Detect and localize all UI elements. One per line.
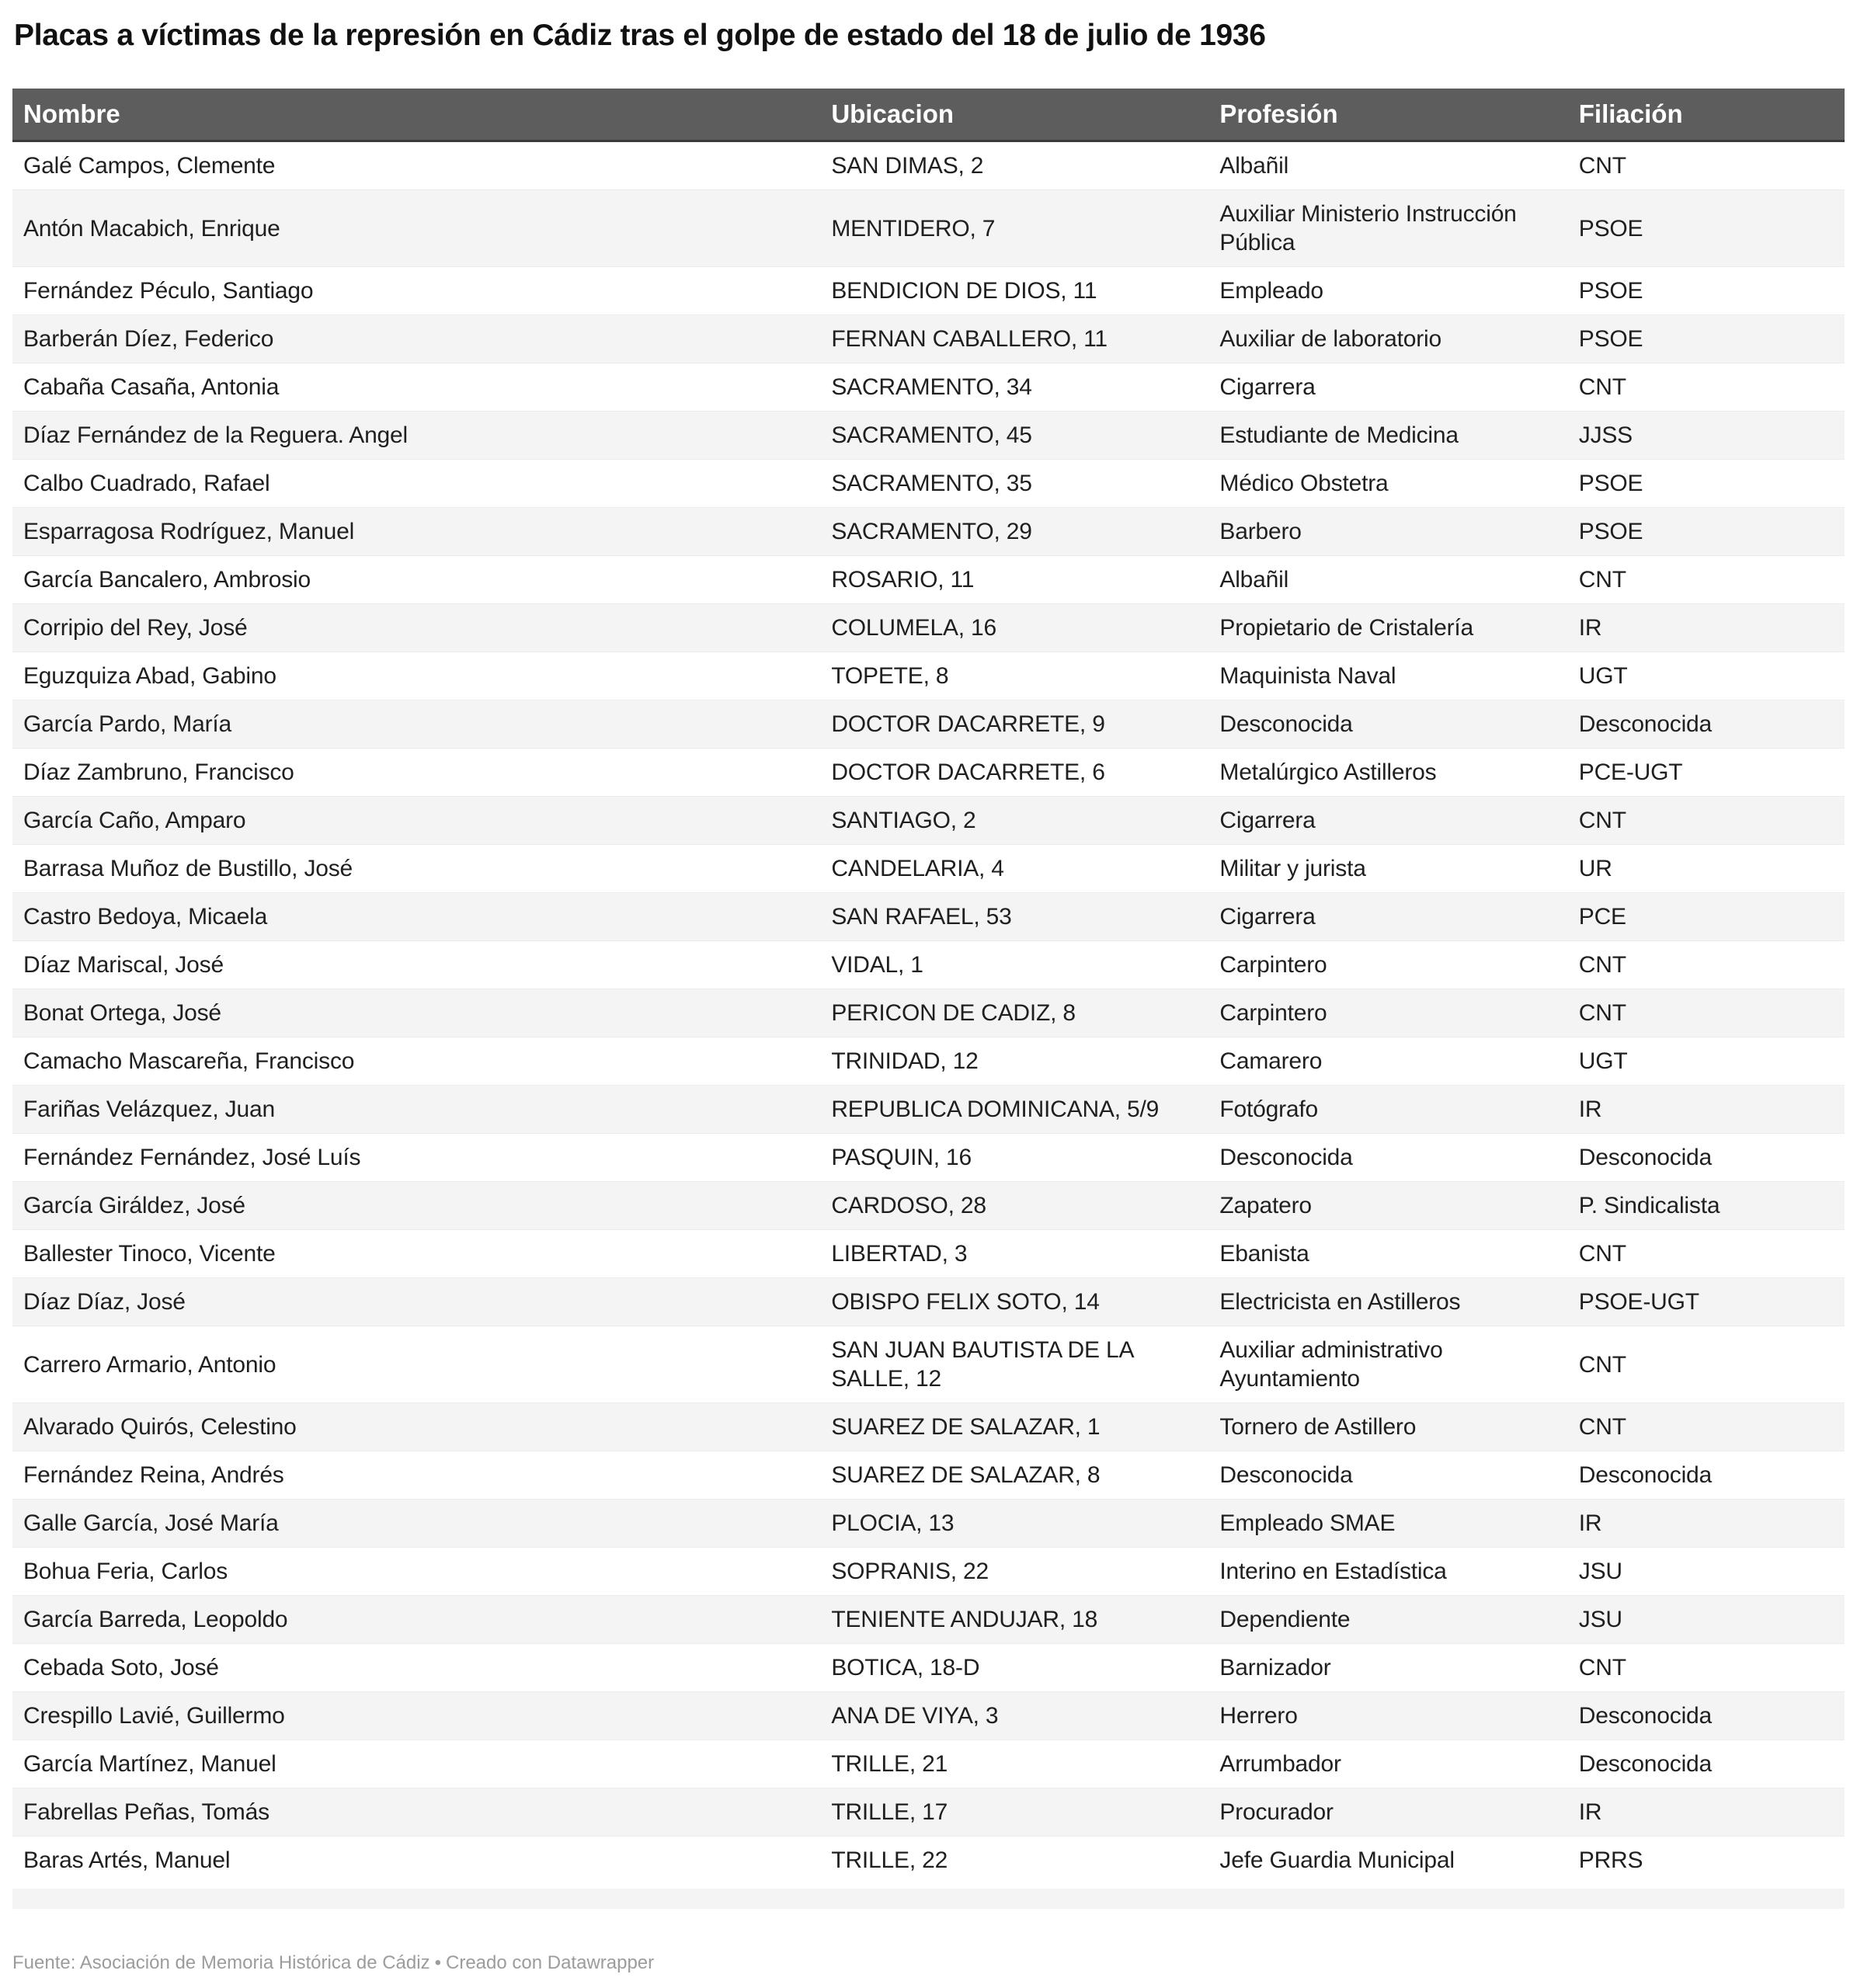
- cell-nombre: Eguzquiza Abad, Gabino: [23, 663, 276, 689]
- cell-nombre: Crespillo Lavié, Guillermo: [23, 1703, 285, 1729]
- cell-nombre: Díaz Mariscal, José: [23, 952, 224, 978]
- cell-ubicacion: VIDAL, 1: [831, 952, 923, 978]
- cell-nombre: Camacho Mascareña, Francisco: [23, 1048, 355, 1074]
- table-row: [12, 1595, 1845, 1643]
- cell-nombre: García Giráldez, José: [23, 1193, 245, 1218]
- cell-profesion: Camarero: [1219, 1048, 1323, 1074]
- cell-profesion: Empleado SMAE: [1219, 1510, 1396, 1536]
- table-row: [12, 1133, 1845, 1181]
- cell-filiacion: PSOE: [1578, 215, 1643, 242]
- cell-filiacion: PCE: [1578, 904, 1626, 930]
- cell-profesion: Estudiante de Medicina: [1219, 422, 1459, 448]
- cell-nombre: Carrero Armario, Antonio: [23, 1351, 276, 1378]
- cell-profesion: Cigarrera: [1219, 374, 1316, 400]
- table-row: [12, 142, 1845, 189]
- cell-ubicacion: TOPETE, 8: [831, 663, 949, 689]
- table-row: [12, 1740, 1845, 1788]
- cell-profesion: Carpintero: [1219, 1000, 1327, 1026]
- cell-profesion: Médico Obstetra: [1219, 471, 1389, 496]
- cell-filiacion: Desconocida: [1578, 1703, 1713, 1729]
- table-row: [12, 1643, 1845, 1691]
- column-header-nombre[interactable]: Nombre: [23, 99, 120, 128]
- table-row: [12, 652, 1845, 700]
- table-row: [12, 1229, 1845, 1277]
- cell-ubicacion: ROSARIO, 11: [831, 567, 975, 593]
- table-row: [12, 1402, 1845, 1451]
- source-text: Fuente: Asociación de Memoria Histórica de Cádiz: [12, 1952, 430, 1973]
- cell-nombre: Corripio del Rey, José: [23, 615, 248, 641]
- cell-ubicacion: COLUMELA, 16: [831, 615, 996, 641]
- table-row: [12, 892, 1845, 940]
- table-row: [12, 989, 1845, 1037]
- cell-nombre: García Barreda, Leopoldo: [23, 1607, 288, 1632]
- cell-ubicacion: CARDOSO, 28: [831, 1193, 986, 1218]
- cell-filiacion: IR: [1578, 1097, 1602, 1122]
- cell-filiacion: IR: [1578, 1510, 1602, 1536]
- cell-filiacion: IR: [1578, 1799, 1602, 1825]
- table-row: [12, 940, 1845, 989]
- cell-ubicacion: TRILLE, 17: [831, 1799, 948, 1825]
- cell-ubicacion: OBISPO FELIX SOTO, 14: [831, 1289, 1100, 1315]
- cell-nombre: Fariñas Velázquez, Juan: [23, 1097, 275, 1122]
- cell-nombre: Díaz Zambruno, Francisco: [23, 759, 294, 785]
- cell-filiacion: UGT: [1578, 1048, 1628, 1074]
- cell-ubicacion: SACRAMENTO, 29: [831, 519, 1032, 544]
- cell-nombre: Cebada Soto, José: [23, 1655, 219, 1680]
- cell-ubicacion: PERICON DE CADIZ, 8: [831, 1000, 1076, 1026]
- cell-ubicacion: SACRAMENTO, 35: [831, 471, 1032, 496]
- cell-filiacion: CNT: [1578, 1000, 1626, 1026]
- cell-profesion: Desconocida: [1219, 1462, 1353, 1488]
- cell-nombre: Calbo Cuadrado, Rafael: [23, 471, 270, 496]
- cell-filiacion: CNT: [1578, 952, 1626, 978]
- footer: [12, 1952, 654, 1974]
- cell-profesion: Propietario de Cristalería: [1219, 615, 1474, 641]
- cell-filiacion: PSOE-UGT: [1578, 1289, 1699, 1315]
- cell-profesion: Tornero de Astillero: [1219, 1414, 1417, 1440]
- cell-profesion: Auxiliar de laboratorio: [1219, 326, 1441, 352]
- cell-ubicacion: PLOCIA, 13: [831, 1510, 955, 1536]
- cell-ubicacion: TENIENTE ANDUJAR, 18: [831, 1607, 1098, 1632]
- cell-ubicacion: FERNAN CABALLERO, 11: [831, 326, 1108, 352]
- table-row: [12, 189, 1845, 266]
- column-header-profesion[interactable]: Profesión: [1219, 99, 1338, 128]
- cell-profesion: Ebanista: [1219, 1241, 1309, 1267]
- cell-nombre: García Bancalero, Ambrosio: [23, 567, 311, 593]
- cell-profesion: Interino en Estadística: [1219, 1559, 1447, 1584]
- cell-filiacion: UGT: [1578, 663, 1628, 689]
- table-row: [12, 603, 1845, 652]
- cell-profesion: Barnizador: [1219, 1655, 1331, 1680]
- cell-profesion: Barbero: [1219, 519, 1302, 544]
- cell-ubicacion: BOTICA, 18-D: [831, 1655, 980, 1680]
- cell-filiacion: PSOE: [1578, 471, 1643, 496]
- page-title: Placas a víctimas de la represión en Cádiz tras el golpe de estado del 18 de julio de 1936: [14, 19, 1266, 52]
- cell-nombre: Galé Campos, Clemente: [23, 153, 276, 179]
- cell-profesion: Auxiliar Ministerio Instrucción Pública: [1219, 201, 1517, 255]
- cell-nombre: Castro Bedoya, Micaela: [23, 904, 268, 930]
- cell-nombre: Alvarado Quirós, Celestino: [23, 1414, 297, 1440]
- table-row: [12, 315, 1845, 363]
- cell-profesion: Electricista en Astilleros: [1219, 1289, 1461, 1315]
- table-row: [12, 1691, 1845, 1740]
- cell-nombre: Esparragosa Rodríguez, Manuel: [23, 519, 355, 544]
- column-header-ubicacion[interactable]: Ubicacion: [831, 99, 955, 128]
- cell-profesion: Herrero: [1219, 1703, 1298, 1729]
- table-row: [12, 1836, 1845, 1884]
- cell-profesion: Dependiente: [1219, 1607, 1351, 1632]
- cell-ubicacion: MENTIDERO, 7: [831, 215, 996, 242]
- table-row: [12, 1451, 1845, 1499]
- cell-profesion: Desconocida: [1219, 711, 1353, 737]
- cell-profesion: Albañil: [1219, 153, 1289, 179]
- cell-profesion: Desconocida: [1219, 1145, 1353, 1170]
- table-row: [12, 1547, 1845, 1595]
- cell-filiacion: JSU: [1578, 1607, 1622, 1632]
- cell-filiacion: Desconocida: [1578, 1751, 1713, 1777]
- cell-filiacion: CNT: [1578, 1241, 1626, 1267]
- cell-profesion: Fotógrafo: [1219, 1097, 1319, 1122]
- cell-filiacion: PCE-UGT: [1578, 759, 1683, 785]
- table-row: [12, 1085, 1845, 1133]
- cell-ubicacion: TRILLE, 21: [831, 1751, 948, 1777]
- cell-filiacion: PSOE: [1578, 326, 1643, 352]
- cell-ubicacion: CANDELARIA, 4: [831, 856, 1004, 881]
- table-row: [12, 1499, 1845, 1547]
- cell-filiacion: CNT: [1578, 153, 1626, 179]
- table-row: [12, 266, 1845, 315]
- cell-ubicacion: LIBERTAD, 3: [831, 1241, 968, 1267]
- cell-profesion: Procurador: [1219, 1799, 1334, 1825]
- cell-filiacion: JJSS: [1578, 422, 1633, 448]
- table-row: [12, 1181, 1845, 1229]
- data-table: [12, 89, 1845, 1909]
- cell-nombre: Galle García, José María: [23, 1510, 279, 1536]
- cell-nombre: Bohua Feria, Carlos: [23, 1559, 228, 1584]
- cell-nombre: Fernández Péculo, Santiago: [23, 278, 314, 304]
- cell-profesion: Militar y jurista: [1219, 856, 1366, 881]
- cell-profesion: Maquinista Naval: [1219, 663, 1396, 689]
- table-row: [12, 411, 1845, 459]
- cell-ubicacion: TRINIDAD, 12: [831, 1048, 979, 1074]
- cell-nombre: Díaz Fernández de la Reguera. Angel: [23, 422, 408, 448]
- cell-profesion: Jefe Guardia Municipal: [1219, 1847, 1455, 1873]
- cell-ubicacion: DOCTOR DACARRETE, 6: [831, 759, 1105, 785]
- cell-filiacion: CNT: [1578, 1351, 1626, 1378]
- cell-ubicacion: TRILLE, 22: [831, 1847, 948, 1873]
- cell-filiacion: Desconocida: [1578, 1462, 1713, 1488]
- cell-filiacion: CNT: [1578, 374, 1626, 400]
- cell-ubicacion: SAN JUAN BAUTISTA DE LA SALLE, 12: [831, 1337, 1133, 1392]
- table-row: [12, 748, 1845, 796]
- table-row: [12, 1788, 1845, 1836]
- cell-nombre: Barberán Díez, Federico: [23, 326, 274, 352]
- cell-nombre: Bonat Ortega, José: [23, 1000, 221, 1026]
- cell-profesion: Auxiliar administrativo Ayuntamiento: [1219, 1337, 1443, 1392]
- column-header-filiacion[interactable]: Filiación: [1578, 99, 1683, 128]
- cell-nombre: Fernández Fernández, José Luís: [23, 1145, 361, 1170]
- table-row: [12, 1277, 1845, 1326]
- table-row: [12, 507, 1845, 555]
- cell-filiacion: PRRS: [1578, 1847, 1643, 1873]
- table-tail-stripe: [12, 1889, 1845, 1909]
- cell-filiacion: CNT: [1578, 567, 1626, 593]
- cell-filiacion: PSOE: [1578, 278, 1643, 304]
- cell-ubicacion: DOCTOR DACARRETE, 9: [831, 711, 1105, 737]
- cell-profesion: Cigarrera: [1219, 904, 1316, 930]
- cell-ubicacion: REPUBLICA DOMINICANA, 5/9: [831, 1097, 1160, 1122]
- cell-profesion: Albañil: [1219, 567, 1289, 593]
- cell-ubicacion: SANTIAGO, 2: [831, 808, 976, 833]
- cell-profesion: Empleado: [1219, 278, 1323, 304]
- cell-ubicacion: SAN RAFAEL, 53: [831, 904, 1012, 930]
- footer-separator: •: [434, 1952, 441, 1973]
- cell-ubicacion: SUAREZ DE SALAZAR, 8: [831, 1462, 1101, 1488]
- table-row: [12, 700, 1845, 748]
- cell-filiacion: UR: [1578, 856, 1612, 881]
- table-row: [12, 363, 1845, 411]
- cell-nombre: Barrasa Muñoz de Bustillo, José: [23, 856, 353, 881]
- cell-ubicacion: SOPRANIS, 22: [831, 1559, 989, 1584]
- cell-nombre: Cabaña Casaña, Antonia: [23, 374, 280, 400]
- table-row: [12, 555, 1845, 603]
- cell-nombre: Díaz Díaz, José: [23, 1289, 186, 1315]
- cell-ubicacion: BENDICION DE DIOS, 11: [831, 278, 1097, 304]
- table-row: [12, 796, 1845, 844]
- cell-filiacion: CNT: [1578, 1414, 1626, 1440]
- cell-filiacion: IR: [1578, 615, 1602, 641]
- table-header: [12, 89, 1845, 142]
- cell-ubicacion: PASQUIN, 16: [831, 1145, 972, 1170]
- cell-filiacion: Desconocida: [1578, 1145, 1713, 1170]
- cell-ubicacion: SUAREZ DE SALAZAR, 1: [831, 1414, 1101, 1440]
- cell-nombre: Fernández Reina, Andrés: [23, 1462, 284, 1488]
- cell-nombre: Baras Artés, Manuel: [23, 1847, 231, 1873]
- cell-profesion: Zapatero: [1219, 1193, 1312, 1218]
- table-row: [12, 1037, 1845, 1085]
- cell-filiacion: JSU: [1578, 1559, 1622, 1584]
- cell-filiacion: CNT: [1578, 808, 1626, 833]
- table-row: [12, 459, 1845, 507]
- table-row: [12, 1326, 1845, 1402]
- cell-ubicacion: SACRAMENTO, 34: [831, 374, 1032, 400]
- table-row: [12, 844, 1845, 892]
- cell-ubicacion: ANA DE VIYA, 3: [831, 1703, 999, 1729]
- cell-ubicacion: SAN DIMAS, 2: [831, 153, 984, 179]
- cell-filiacion: P. Sindicalista: [1578, 1193, 1720, 1218]
- cell-nombre: Antón Macabich, Enrique: [23, 215, 280, 242]
- table-body: [12, 142, 1845, 1884]
- datawrapper-attribution-link[interactable]: Creado con Datawrapper: [446, 1952, 655, 1973]
- cell-filiacion: Desconocida: [1578, 711, 1713, 737]
- cell-profesion: Arrumbador: [1219, 1751, 1341, 1777]
- cell-ubicacion: SACRAMENTO, 45: [831, 422, 1032, 448]
- cell-nombre: García Martínez, Manuel: [23, 1751, 276, 1777]
- cell-filiacion: CNT: [1578, 1655, 1626, 1680]
- cell-profesion: Cigarrera: [1219, 808, 1316, 833]
- cell-filiacion: PSOE: [1578, 519, 1643, 544]
- cell-nombre: García Caño, Amparo: [23, 808, 246, 833]
- cell-profesion: Metalúrgico Astilleros: [1219, 759, 1437, 785]
- cell-nombre: García Pardo, María: [23, 711, 231, 737]
- cell-nombre: Fabrellas Peñas, Tomás: [23, 1799, 270, 1825]
- cell-nombre: Ballester Tinoco, Vicente: [23, 1241, 276, 1267]
- cell-profesion: Carpintero: [1219, 952, 1327, 978]
